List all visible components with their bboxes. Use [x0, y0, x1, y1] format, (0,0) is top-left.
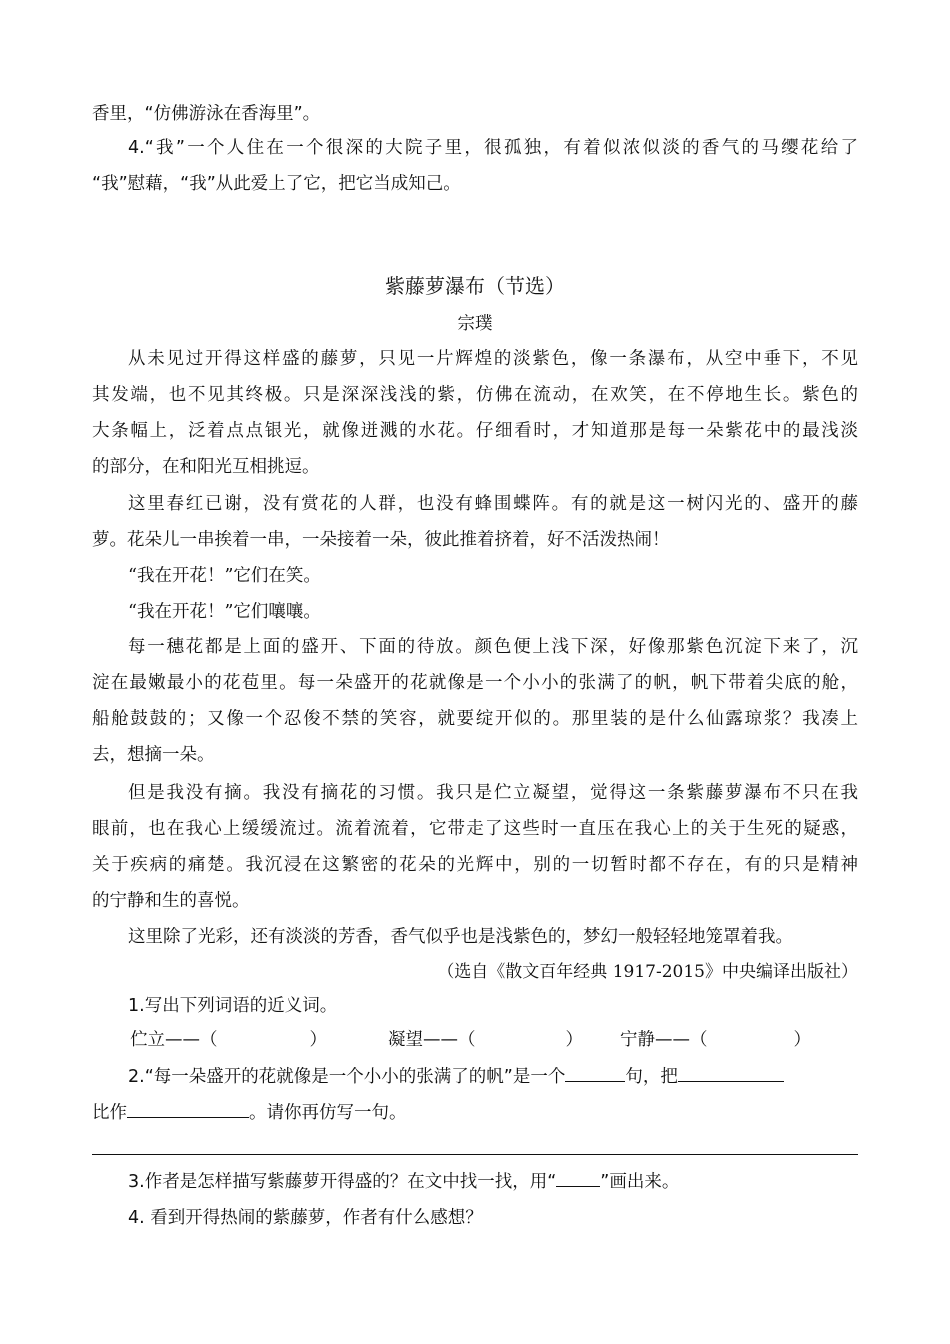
synonym-close: ）: [793, 1030, 811, 1050]
article-line: 其发端，也不见其终极。只是深深浅浅的紫，仿佛在流动，在欢笑，在不停地生长。紫色的: [92, 385, 858, 405]
article-source: （选自《散文百年经典 1917-2015》中央编译出版社）: [437, 962, 858, 982]
synonym-word: 宁静——（: [620, 1030, 708, 1050]
article-line: 的部分，在和阳光互相挑逗。: [92, 457, 320, 477]
article-author: 宗璞: [457, 314, 493, 334]
question-3: [128, 1164, 858, 1200]
synonym-word: 伫立——（: [130, 1030, 218, 1050]
synonym-close: ）: [309, 1030, 327, 1050]
article-line: 船舱鼓鼓的；又像一个忍俊不禁的笑容，就要绽开似的。那里装的是什么仙露琼浆？我凑上: [92, 709, 858, 729]
synonym-field-1[interactable]: [130, 1022, 327, 1058]
article-line: 萝。花朵儿一串挨着一串，一朵接着一朵，彼此推着挤着，好不活泼热闹！: [92, 530, 670, 550]
article-line: 但是我没有摘。我没有摘花的习惯。我只是伫立凝望，觉得这一条紫藤萝瀑布不只在我: [128, 783, 858, 803]
question-4: 4. 看到开得热闹的紫藤萝，作者有什么感想？: [128, 1208, 483, 1228]
article-line: “我在开花！”它们在笑。: [128, 566, 321, 586]
answer-blank[interactable]: [565, 1059, 625, 1082]
article-line: 大条幅上，泛着点点银光，就像迸溅的水花。仔细看时，才知道那是每一朵紫花中的最浅淡: [92, 421, 858, 441]
question-2-text: 2.“每一朵盛开的花就像是一个小小的张满了的帆”是一个: [128, 1067, 566, 1087]
question-3-text: ”画出来。: [600, 1172, 680, 1192]
synonym-field-3[interactable]: [620, 1022, 811, 1058]
article-title: 紫藤萝瀑布（节选）: [385, 274, 565, 298]
article-line: 这里除了光彩，还有淡淡的芳香，香气似乎也是浅紫色的，梦幻一般轻轻地笼罩着我。: [128, 927, 793, 947]
question-2: [128, 1059, 858, 1095]
article-line: 的宁静和生的喜悦。: [92, 891, 250, 911]
synonym-field-2[interactable]: [388, 1022, 583, 1058]
article-line: 每一穗花都是上面的盛开、下面的待放。颜色便上浅下深，好像那紫色沉淀下来了，沉: [128, 637, 858, 657]
article-line: 去，想摘一朵。: [92, 745, 215, 765]
question-2-text: 句，把: [625, 1067, 678, 1087]
answer-line[interactable]: [92, 1154, 858, 1155]
article-line: 这里春红已谢，没有赏花的人群，也没有蜂围蝶阵。有的就是这一树闪光的、盛开的藤: [128, 494, 858, 514]
intro-line-1: 香里，“仿佛游泳在香海里”。: [92, 104, 321, 124]
question-2-cont: [92, 1095, 858, 1131]
intro-line-2: 4.“我”一个人住在一个很深的大院子里，很孤独，有着似浓似淡的香气的马缨花给了: [128, 138, 858, 158]
synonym-close: ）: [565, 1030, 583, 1050]
question-1: 1.写出下列词语的近义词。: [128, 996, 338, 1016]
article-line: 从未见过开得这样盛的藤萝，只见一片辉煌的淡紫色，像一条瀑布，从空中垂下，不见: [128, 349, 858, 369]
article-line: 眼前，也在我心上缓缓流过。流着流着，它带走了这些时一直压在我心上的关于生死的疑惑，: [92, 819, 858, 839]
intro-line-3: “我”慰藉，“我”从此爱上了它，把它当成知己。: [92, 174, 461, 194]
underline-sample: [556, 1164, 600, 1187]
article-line: 关于疾病的痛楚。我沉浸在这繁密的花朵的光辉中，别的一切暂时都不存在，有的只是精神: [92, 855, 858, 875]
question-2-text: 比作: [92, 1103, 127, 1123]
answer-blank[interactable]: [678, 1059, 784, 1082]
article-line: “我在开花！”它们嚷嚷。: [128, 602, 321, 622]
question-2-text: 。请你再仿写一句。: [249, 1103, 407, 1123]
article-line: 淀在最嫩最小的花苞里。每一朵盛开的花就像是一个小小的张满了的帆，帆下带着尖底的舱，: [92, 673, 858, 693]
answer-blank[interactable]: [127, 1095, 249, 1118]
synonym-word: 凝望——（: [388, 1030, 476, 1050]
question-3-text: 3.作者是怎样描写紫藤萝开得盛的？在文中找一找，用“: [128, 1172, 557, 1192]
